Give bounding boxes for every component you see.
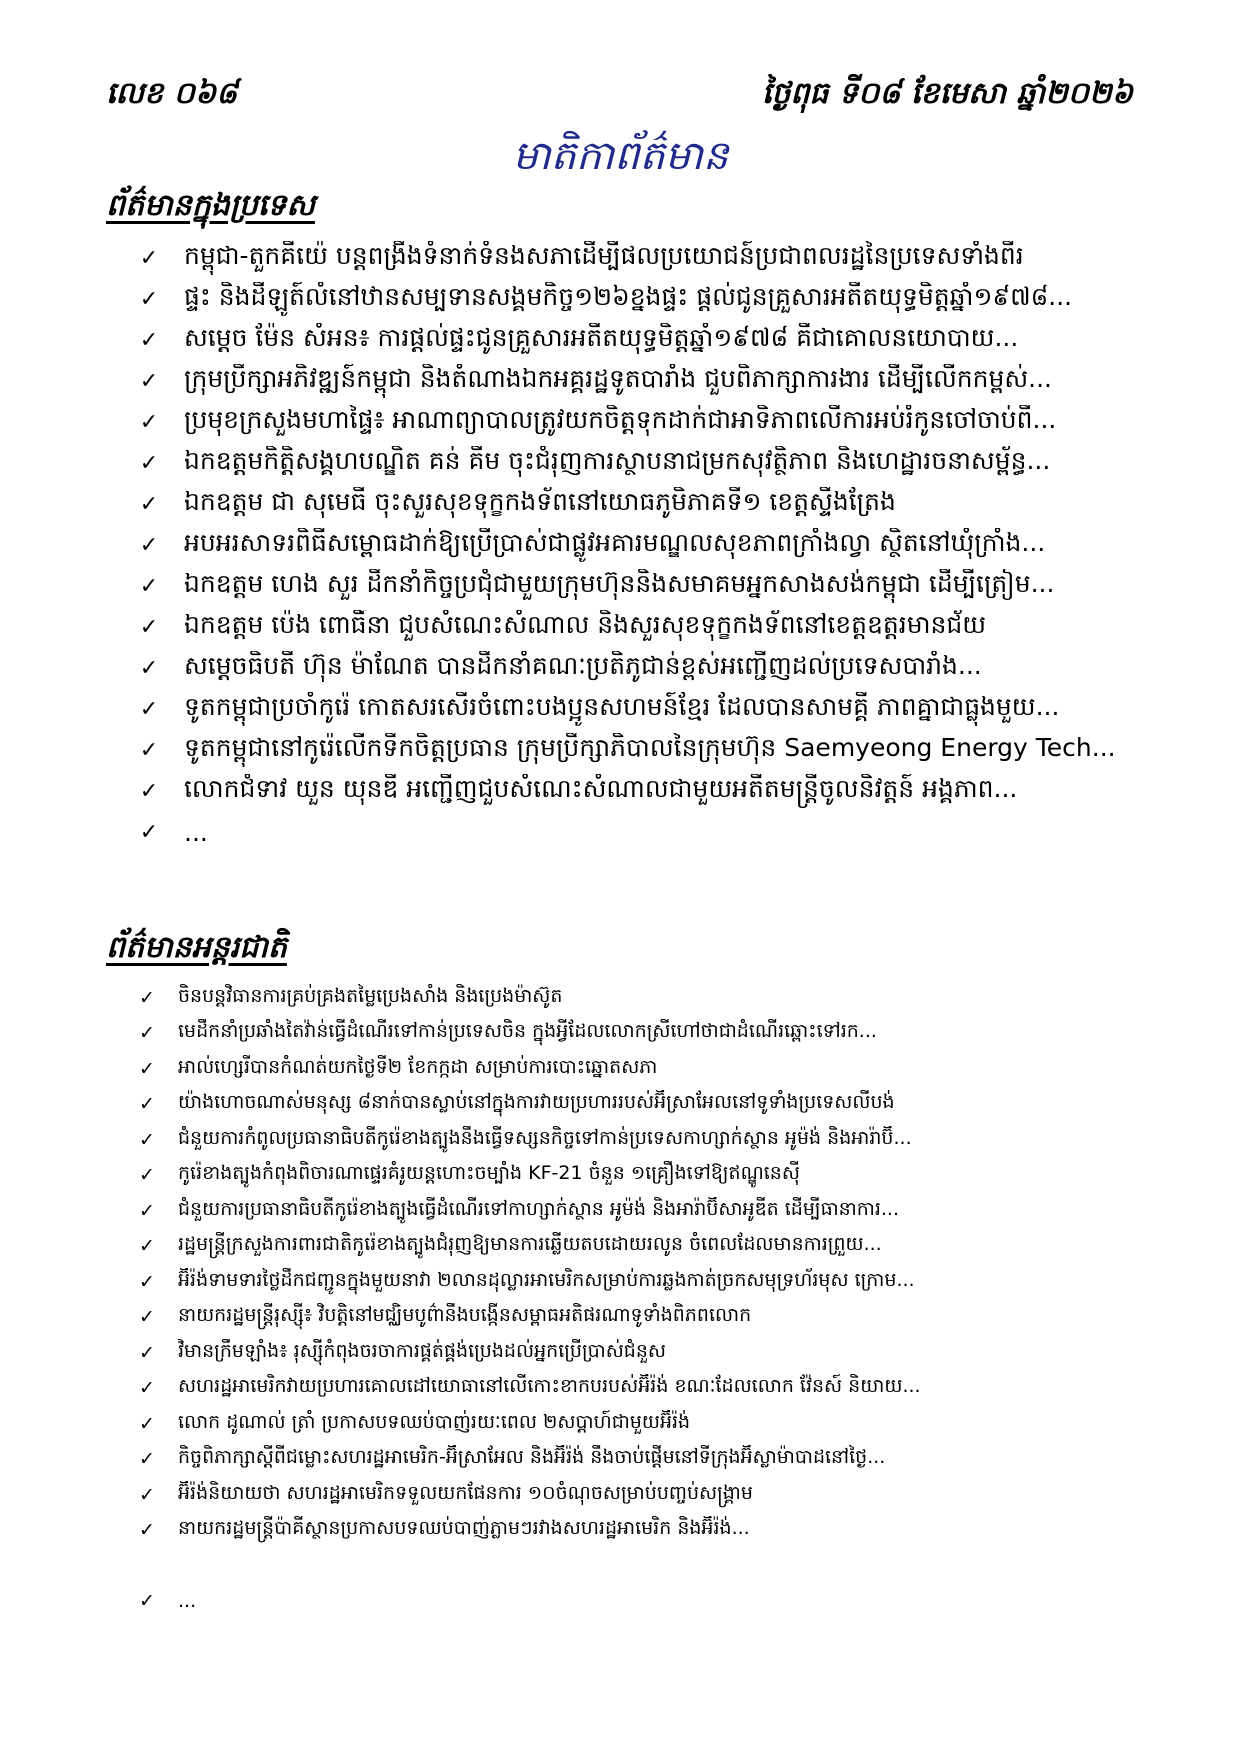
news-item (138, 689, 1138, 730)
news-item (138, 279, 1138, 320)
check-icon: ✓ (139, 1306, 155, 1329)
check-icon: ✓ (139, 1057, 155, 1080)
check-icon: ✓ (139, 1199, 155, 1222)
news-item-text: លោក ដូណាល់ ត្រាំ ប្រកាសបទឈប់បាញ់រយៈពេល ២សប្តាហ៍ជាមួយអ៊ីរ៉ង់ (178, 1410, 691, 1433)
news-item-text: ... (184, 818, 208, 847)
news-item-text: អាល់ហ្សេរីបានកំណត់យកថ្ងៃទី២ ខែកក្កដា សម្រាប់ការបោះឆ្នោតសភា (178, 1055, 658, 1078)
news-item (138, 771, 1138, 812)
news-item-text: អបអរសាទរពិធីសម្ពោធដាក់ឱ្យប្រើប្រាស់ជាផ្លូវអគារមណ្ឌលសុខភាពក្រាំងល្វា ស្ថិតនៅឃុំក្រាំង... (184, 527, 1046, 557)
news-item (138, 1477, 1078, 1513)
news-item-text: ទូតកម្ពុជានៅកូរ៉េលើកទឹកចិត្តប្រធាន ក្រុមប្រឹក្សាភិបាលនៃក្រុមហ៊ុន Saemyeong Energy Tech... (184, 732, 1116, 762)
news-item-text: ជំនួយការប្រធានាធិបតីកូរ៉េខាងត្បូងធ្វើដំណើរទៅកាហ្សាក់ស្ថាន អូម៉ង់ និងអារ៉ាប៊ីសាអូឌីត ដើម្បីធានាការ... (178, 1197, 899, 1220)
news-item (138, 1016, 1078, 1052)
check-icon: ✓ (139, 1128, 155, 1151)
check-icon: ✓ (139, 697, 159, 722)
domestic-news-heading: ព័ត៌មានក្នុងប្រទេស (106, 188, 315, 223)
news-item-text: កម្ពុជា-តួកគីយ៉េ បន្តពង្រឹងទំនាក់ទំនងសភាដើម្បីផលប្រយោជន៍ប្រជាពលរដ្ឋនៃប្រទេសទាំងពីរ (184, 240, 1024, 270)
news-item-text: អ៊ីរ៉ង់និយាយថា សហរដ្ឋអាមេរិកទទួលយកផែនការ ១០ចំណុចសម្រាប់បញ្ចប់សង្គ្រាម (178, 1481, 753, 1504)
news-item-text: នាយករដ្ឋមន្ត្រីប៉ាគីស្ថានប្រកាសបទឈប់បាញ់ភ្លាមៗរវាងសហរដ្ឋអាមេរិក និងអ៊ីរ៉ង់... (178, 1517, 750, 1540)
domestic-news-list (138, 238, 1138, 853)
news-item-text: ... (178, 1590, 197, 1613)
news-item-text: សម្តេចធិបតី ហ៊ុន ម៉ាណែត បានដឹកនាំគណៈប្រតិភូជាន់ខ្ពស់អញ្ជើញដល់ប្រទេសបារាំង... (184, 650, 982, 680)
news-item (138, 1122, 1078, 1158)
check-icon: ✓ (139, 656, 159, 681)
check-icon: ✓ (139, 1519, 155, 1542)
news-item (138, 1548, 1078, 1584)
news-item-text: សហរដ្ឋអាមេរិកវាយប្រហារគោលដៅយោធានៅលើកោះខាកបរបស់អ៊ីរ៉ង់ ខណៈដែលលោក វ៉ែនស៍ និយាយ... (178, 1375, 921, 1398)
news-item (138, 812, 1138, 853)
news-item (138, 607, 1138, 648)
news-item (138, 320, 1138, 361)
news-item-text: វិមានក្រឹមឡាំង៖ រុស្ស៊ីកំពុងចរចាការផ្គត់ផ្គង់ប្រេងដល់អ្នកប្រើប្រាស់ជំនួស (178, 1339, 666, 1362)
news-item-text: ឯកឧត្តមកិត្តិសង្គហបណ្ឌិត គន់ គីម ចុះជំរុញការស្ថាបនាជម្រកសុវត្ថិភាព និងហេដ្ឋារចនាសម្ព័ន្ធ... (184, 445, 1051, 475)
news-item (138, 648, 1138, 689)
check-icon: ✓ (139, 1164, 155, 1187)
check-icon: ✓ (139, 533, 159, 558)
news-item (138, 1406, 1078, 1442)
news-item (138, 1193, 1078, 1229)
news-item-text: ឯកឧត្តម ជា សុមេធី ចុះសួរសុខទុក្ខកងទ័ពនៅយោធភូមិភាគទី១ ខេត្តស្ទឹងត្រែង (184, 486, 896, 516)
check-icon: ✓ (139, 1235, 155, 1258)
news-item (138, 980, 1078, 1016)
international-news-list (138, 980, 1078, 1619)
news-item (138, 1158, 1078, 1194)
check-icon: ✓ (139, 1270, 155, 1293)
news-item-text: រដ្ឋមន្ត្រីក្រសួងការពារជាតិកូរ៉េខាងត្បូងជំរុញឱ្យមានការឆ្លើយតបដោយរលូន ចំពេលដែលមានការព្រួយ... (178, 1233, 882, 1256)
check-icon: ✓ (139, 574, 159, 599)
international-news-heading: ព័ត៌មានអន្តរជាតិ (106, 930, 287, 965)
check-icon: ✓ (139, 1412, 155, 1435)
news-item-text: កិច្ចពិភាក្សាស្តីពីជម្លោះសហរដ្ឋអាមេរិក-អ៊ីស្រាអែល និងអ៊ីរ៉ង់ នឹងចាប់ផ្តើមនៅទីក្រុងអ៊ីស្លាម៉ាបាដនៅថ្ងៃ... (178, 1446, 886, 1469)
check-icon: ✓ (139, 738, 159, 763)
news-item-text: កូរ៉េខាងត្បូងកំពុងពិចារណាផ្ទេរគំរូយន្តហោះចម្បាំង KF-21 ចំនួន ១គ្រឿងទៅឱ្យឥណ្ឌូនេស៊ី (178, 1162, 800, 1185)
news-item (138, 1335, 1078, 1371)
news-item (138, 361, 1138, 402)
news-item-text: មេដឹកនាំប្រឆាំងតៃវ៉ាន់ធ្វើដំណើរទៅកាន់ប្រទេសចិន ក្នុងអ្វីដែលលោកស្រីហៅថាជាដំណើរឆ្ពោះទៅរក... (178, 1020, 877, 1043)
news-item-text: ក្រុមប្រឹក្សាអភិវឌ្ឍន៍កម្ពុជា និងតំណាងឯកអគ្គរដ្ឋទូតបារាំង ជួបពិភាក្សាការងារ ដើម្បីលើកកម្ពស់... (184, 363, 1052, 393)
news-item-text: ចិនបន្តវិធានការគ្រប់គ្រងតម្លៃប្រេងសាំង និងប្រេងម៉ាស៊ូត (178, 984, 563, 1007)
news-item-text: អ៊ីរ៉ង់ទាមទារថ្លៃដឹកជញ្ជូនក្នុងមួយនាវា ២លានដុល្លារអាមេរិកសម្រាប់ការឆ្លងកាត់ច្រកសមុទ្រហ័រមុស ក្រោម... (178, 1268, 915, 1291)
news-item (138, 238, 1138, 279)
check-icon: ✓ (139, 410, 159, 435)
check-icon: ✓ (139, 1022, 155, 1045)
check-icon: ✓ (139, 1093, 155, 1116)
news-item (138, 1442, 1078, 1478)
news-item (138, 1264, 1078, 1300)
news-item (138, 443, 1138, 484)
news-item-text: ជំនួយការកំពូលប្រធានាធិបតីកូរ៉េខាងត្បូងនឹងធ្វើទស្សនកិច្ចទៅកាន់ប្រទេសកាហ្សាក់ស្ថាន អូម៉ង់ និងអារ៉ាប៊ី... (178, 1126, 912, 1149)
check-icon: ✓ (139, 1590, 155, 1613)
news-item (138, 1229, 1078, 1265)
news-item (138, 566, 1138, 607)
check-icon: ✓ (139, 369, 159, 394)
issue-number: លេខ ០៦៨ (106, 76, 238, 111)
issue-date: ថ្ងៃពុធ ទី០៨ ខែមេសា ឆ្នាំ២០២៦ (761, 76, 1133, 111)
news-item-text: ផ្ទះ និងដីឡូត៍លំនៅឋានសម្បទានសង្គមកិច្ច១២៦ខ្នងផ្ទះ ផ្តល់ជូនគ្រួសារអតីតយុទ្ធមិត្តឆ្នាំ១៩៧៨... (184, 281, 1073, 311)
news-item (138, 402, 1138, 443)
check-icon: ✓ (139, 615, 159, 640)
check-icon: ✓ (139, 1341, 155, 1364)
page-title: មាតិកាព័ត៌មាន (512, 133, 729, 179)
news-item (138, 1584, 1078, 1620)
news-item (138, 484, 1138, 525)
news-item (138, 525, 1138, 566)
news-item-text: យ៉ាងហោចណាស់មនុស្ស ៨នាក់បានស្លាប់នៅក្នុងការវាយប្រហាររបស់អ៊ីស្រាអែលនៅទូទាំងប្រទេសលីបង់ (178, 1091, 895, 1114)
check-icon: ✓ (139, 492, 159, 517)
check-icon: ✓ (139, 779, 159, 804)
news-item (138, 1087, 1078, 1123)
news-item-text: នាយករដ្ឋមន្ត្រីរុស្ស៊ី៖ វិបត្តិនៅមជ្ឈិមបូព៌ានឹងបង្កើនសម្ពាធអតិផរណាទូទាំងពិភពលោក (178, 1304, 752, 1327)
news-item (138, 1371, 1078, 1407)
check-icon: ✓ (139, 820, 159, 845)
check-icon: ✓ (139, 1483, 155, 1506)
check-icon: ✓ (139, 246, 159, 271)
news-item-text: សម្តេច ម៉ែន សំអន៖ ការផ្តល់ផ្ទះជូនគ្រួសារអតីតយុទ្ធមិត្តឆ្នាំ១៩៧៨ គឺជាគោលនយោបាយ... (184, 322, 1019, 352)
news-item (138, 1300, 1078, 1336)
check-icon: ✓ (139, 328, 159, 353)
news-item-text: ឯកឧត្តម ហេង សួរ ដឹកនាំកិច្ចប្រជុំជាមួយក្រុមហ៊ុននិងសមាគមអ្នកសាងសង់កម្ពុជា ដើម្បីត្រៀម... (184, 568, 1055, 598)
news-item (138, 730, 1138, 771)
news-item (138, 1051, 1078, 1087)
news-item-text: ឯកឧត្តម ប៉េង ពោធិ៍នា ជួបសំណេះសំណាល និងសួរសុខទុក្ខកងទ័ពនៅខេត្តឧត្តរមានជ័យ (184, 609, 987, 639)
news-item-text: ទូតកម្ពុជាប្រចាំកូរ៉េ កោតសរសើរចំពោះបងប្អូនសហមន៍ខ្មែរ ដែលបានសាមគ្គី ភាពគ្នាជាធ្លុងមួយ... (184, 691, 1060, 721)
check-icon: ✓ (139, 1377, 155, 1400)
check-icon: ✓ (139, 986, 155, 1009)
check-icon: ✓ (139, 451, 159, 476)
news-item (138, 1513, 1078, 1549)
check-icon: ✓ (139, 1448, 155, 1471)
news-item-text: លោកជំទាវ យួន យុនឌី អញ្ជើញជួបសំណេះសំណាលជាមួយអតីតមន្ត្រីចូលនិវត្តន៍ អង្គភាព... (184, 773, 1018, 803)
check-icon: ✓ (139, 287, 159, 312)
news-item-text: ប្រមុខក្រសួងមហាផ្ទៃ៖ អាណាព្យាបាលត្រូវយកចិត្តទុកដាក់ជាអាទិភាពលើការអប់រំកូនចៅចាប់ពី... (184, 404, 1057, 434)
